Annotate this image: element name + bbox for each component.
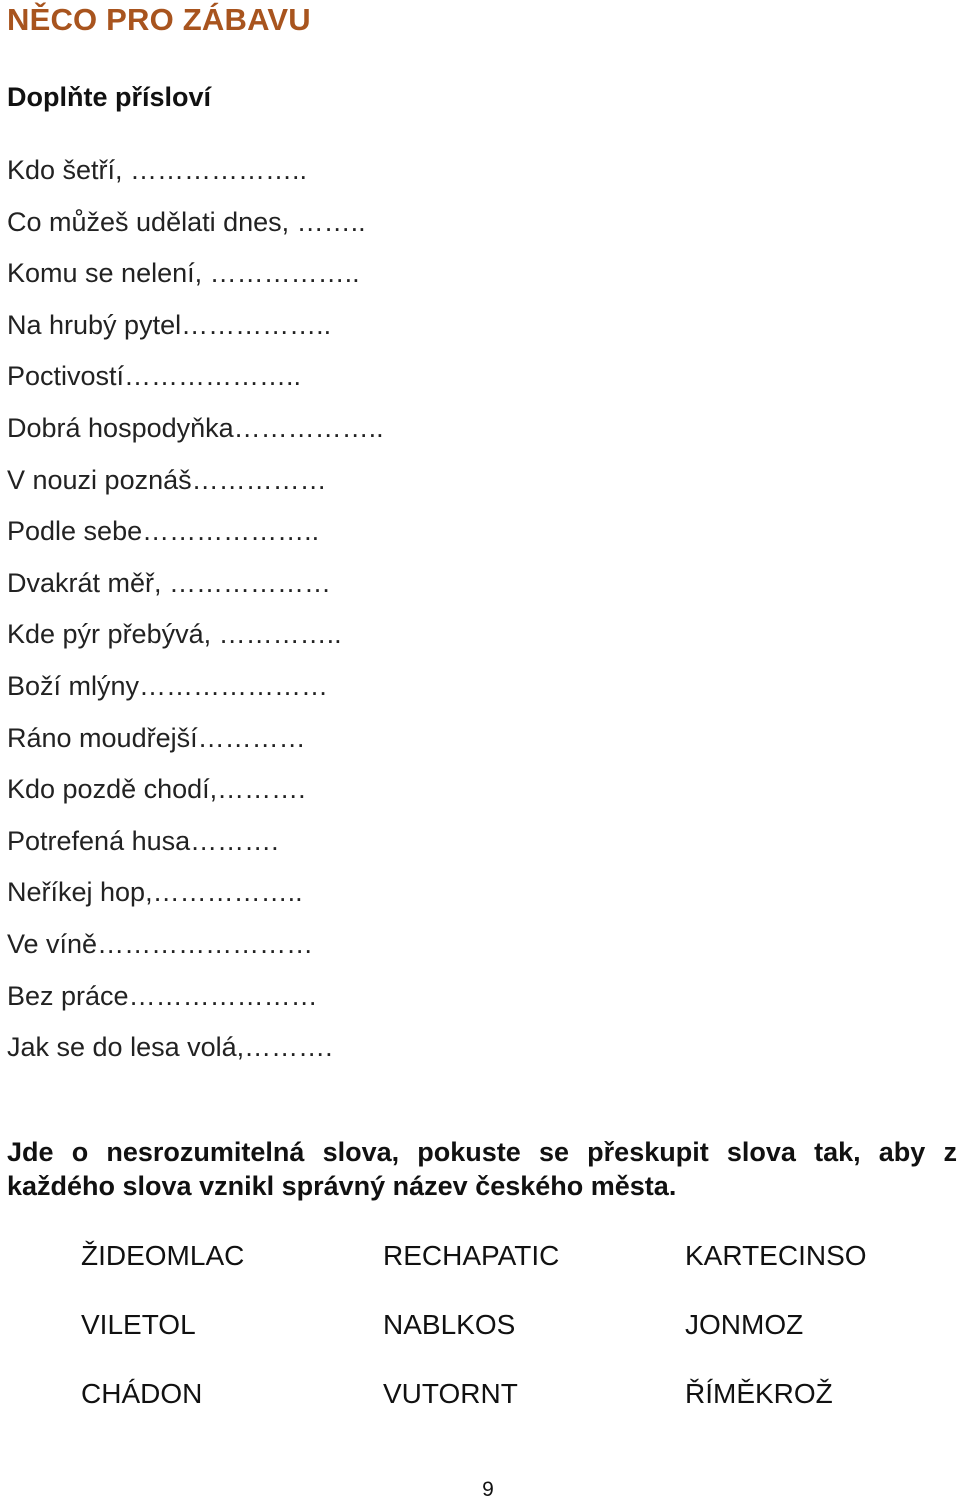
anagram-instructions: Jde o nesrozumitelná slova, pokuste se přeskupit slova tak, aby z každého slova vznikl správný název českého města. [7,1137,957,1201]
proverb-item: Co můžeš udělati dnes, …….. [7,206,366,237]
anagram-word: VUTORNT [383,1378,518,1409]
anagram-word: VILETOL [81,1309,196,1340]
proverb-item: Kdo šetří, ……………….. [7,155,308,185]
anagram-word: CHÁDON [81,1378,203,1409]
proverb-item: Bez práce………………… [7,980,318,1011]
proverb-item: Na hrubý pytel…………….. [7,309,332,340]
proverb-item: V nouzi poznáš…………… [7,464,327,495]
anagram-word: JONMOZ [685,1309,804,1340]
proverb-item: Ve víně…………………… [7,928,314,959]
anagram-grid [81,1236,945,1443]
proverb-item: Kdo pozdě chodí,………. [7,774,306,805]
anagram-word: KARTECINSO [685,1240,867,1271]
proverb-item: Potrefená husa………. [7,825,279,856]
anagram-word: ŽIDEOMLAC [81,1240,245,1271]
proverb-item: Neříkej hop,…………….. [7,877,303,908]
proverb-item: Dvakrát měř, ……………… [7,567,332,598]
proverb-item: Jak se do lesa volá,………. [7,1032,333,1063]
anagram-word: NABLKOS [383,1309,516,1340]
proverb-list [7,150,384,1079]
proverb-item: Kde pýr přebývá, ………….. [7,619,342,650]
proverb-item: Komu se nelení, …………….. [7,258,360,289]
page-title: NĚCO PRO ZÁBAVU [7,2,311,37]
anagram-word: RECHAPATIC [383,1240,560,1271]
proverb-item: Ráno moudřejší………… [7,722,306,753]
page-number: 9 [482,1478,494,1501]
anagram-word: ŘÍMĚKROŽ [685,1378,833,1409]
proverb-item: Poctivostí……………….. [7,361,302,392]
proverb-item: Podle sebe……………….. [7,516,320,547]
proverb-item: Boží mlýny………………… [7,670,329,701]
proverbs-heading: Doplňte přísloví [7,82,212,112]
proverb-item: Dobrá hospodyňka…………….. [7,412,384,443]
